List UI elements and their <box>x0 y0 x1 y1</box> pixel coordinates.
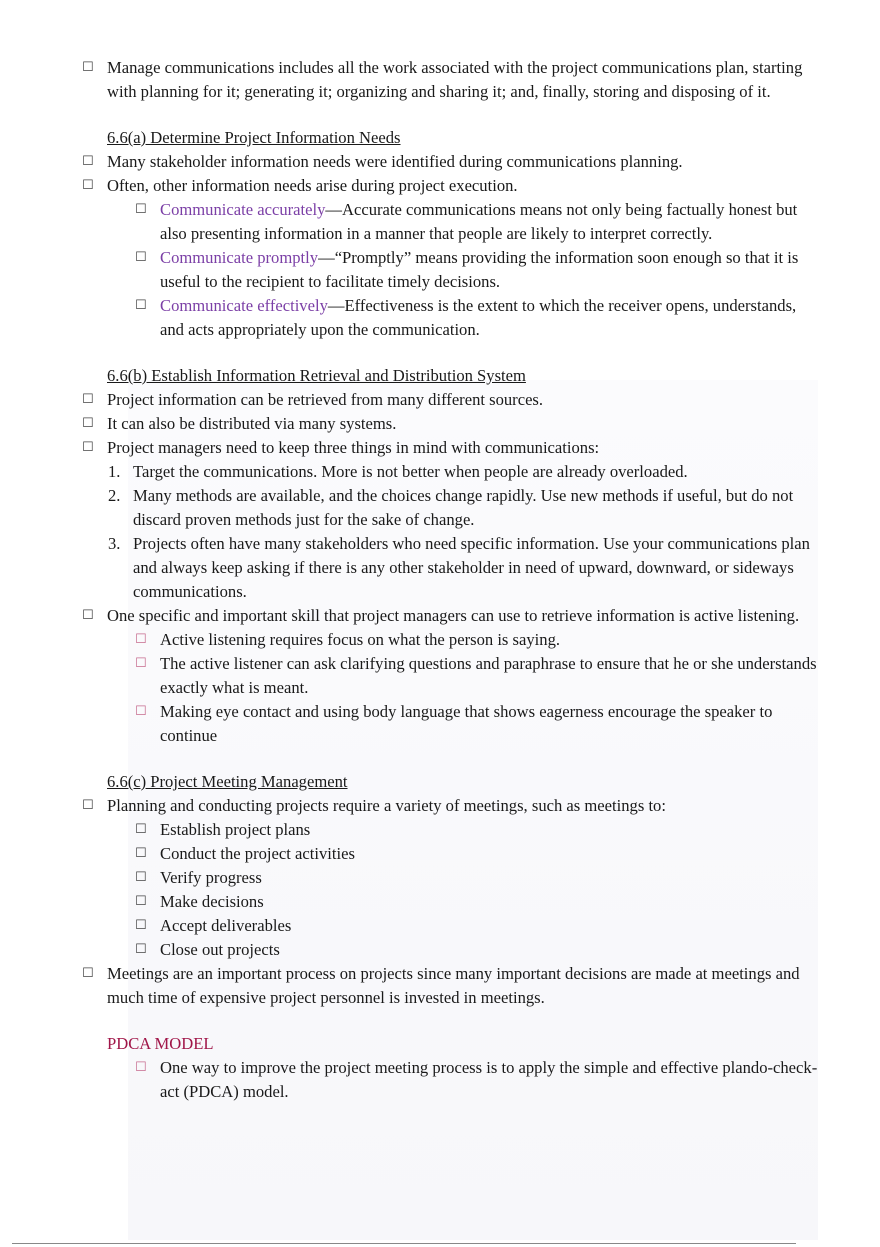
meeting-item: ☐ Close out projects <box>0 938 880 962</box>
meeting-item: ☐ Establish project plans <box>0 818 880 842</box>
bullet-box-icon: ☐ <box>135 894 147 909</box>
bullet-intro: ☐ Manage communications includes all the work associated with the project communications plan, starting with planning for it; generating it; organizing and sharing it; and, finally, storing and disposing of it. <box>82 58 803 101</box>
item-number: 2. <box>108 486 121 505</box>
numbered-item: 1. Target the communications. More is not better when people are already overloaded. <box>0 460 880 484</box>
bullet-box-icon: ☐ <box>82 392 94 407</box>
term: Communicate effectively <box>160 296 328 315</box>
bullet-box-icon: ☐ <box>135 918 147 933</box>
bullet-box-icon: ☐ <box>82 608 94 623</box>
meeting-item: ☐ Conduct the project activities <box>0 842 880 866</box>
bullet-box-icon: ☐ <box>135 870 147 885</box>
sub-item: ☐ Active listening requires focus on what the person is saying. <box>0 628 880 652</box>
sub-item: ☐ The active listener can ask clarifying questions and paraphrase to ensure that he or she understands exactly what is meant. <box>135 654 817 697</box>
sub-item-effectively: ☐ Communicate effectively—Effectiveness is the extent to which the receiver opens, understands, and acts appropriately upon the communication. <box>135 296 797 339</box>
meeting-item: ☐ Make decisions <box>0 890 880 914</box>
bullet-box-icon: ☐ <box>135 1060 147 1075</box>
bullet-box-icon: ☐ <box>135 298 147 313</box>
bullet-box-icon: ☐ <box>135 846 147 861</box>
meeting-item: ☐ Verify progress <box>0 866 880 890</box>
section-b-heading: 6.6(b) Establish Information Retrieval and Distribution System <box>107 366 526 385</box>
list-item: ☐ Project information can be retrieved from many different sources. <box>0 388 880 412</box>
term: Communicate accurately <box>160 200 326 219</box>
sub-item-accurately: ☐ Communicate accurately—Accurate communications means not only being factually honest but also presenting information in a manner that people are likely to interpret correctly. <box>135 200 798 243</box>
item-number: 3. <box>108 534 121 553</box>
bullet-box-icon: ☐ <box>82 154 94 169</box>
bullet-box-icon: ☐ <box>135 942 147 957</box>
bullet-box-icon: ☐ <box>82 416 94 431</box>
numbered-item: 2. Many methods are available, and the choices change rapidly. Use new methods if useful, but do not discard proven methods just for the sake of change. <box>108 486 794 529</box>
section-a-heading: 6.6(a) Determine Project Information Needs <box>107 128 401 147</box>
sub-item: ☐ Making eye contact and using body language that shows eagerness encourage the speaker to continue <box>135 702 773 745</box>
bullet-box-icon: ☐ <box>82 440 94 455</box>
list-item: ☐ It can also be distributed via many systems. <box>0 412 880 436</box>
bullet-box-icon: ☐ <box>135 632 147 647</box>
list-item: ☐ Project managers need to keep three things in mind with communications: <box>0 436 880 460</box>
list-item: ☐ One specific and important skill that project managers can use to retrieve information is active listening. <box>0 604 880 628</box>
list-item: ☐ Often, other information needs arise during project execution. <box>0 174 880 198</box>
term: Communicate promptly <box>160 248 319 267</box>
sub-item-promptly: ☐ Communicate promptly—“Promptly” means providing the information soon enough so that it is useful to the recipient to facilitate timely decisions. <box>135 248 799 291</box>
bullet-box-icon: ☐ <box>135 202 147 217</box>
list-item: ☐ Planning and conducting projects require a variety of meetings, such as meetings to: <box>0 794 880 818</box>
bullet-box-icon: ☐ <box>135 822 147 837</box>
bullet-box-icon: ☐ <box>82 966 94 981</box>
bullet-box-icon: ☐ <box>135 704 147 719</box>
section-c-heading: 6.6(c) Project Meeting Management <box>107 772 348 791</box>
bullet-box-icon: ☐ <box>135 656 147 671</box>
pdca-item: ☐ One way to improve the project meeting process is to apply the simple and effective plando-check-act (PDCA) model. <box>135 1058 818 1101</box>
numbered-item: 3. Projects often have many stakeholders who need specific information. Use your communications plan and always keep asking if there is any other stakeholder in need of upward, downward, or sideways communications. <box>108 534 810 601</box>
document-content <box>0 56 880 1104</box>
list-item: ☐ Meetings are an important process on projects since many important decisions are made at meetings and much time of expensive project personnel is invested in meetings. <box>82 964 800 1007</box>
bullet-box-icon: ☐ <box>82 60 94 75</box>
item-number: 1. <box>108 462 121 481</box>
bullet-box-icon: ☐ <box>82 178 94 193</box>
footer-divider <box>12 1243 796 1244</box>
pdca-heading: PDCA MODEL <box>107 1034 214 1053</box>
meeting-item: ☐ Accept deliverables <box>0 914 880 938</box>
bullet-box-icon: ☐ <box>82 798 94 813</box>
bullet-box-icon: ☐ <box>135 250 147 265</box>
list-item: ☐ Many stakeholder information needs were identified during communications planning. <box>0 150 880 174</box>
